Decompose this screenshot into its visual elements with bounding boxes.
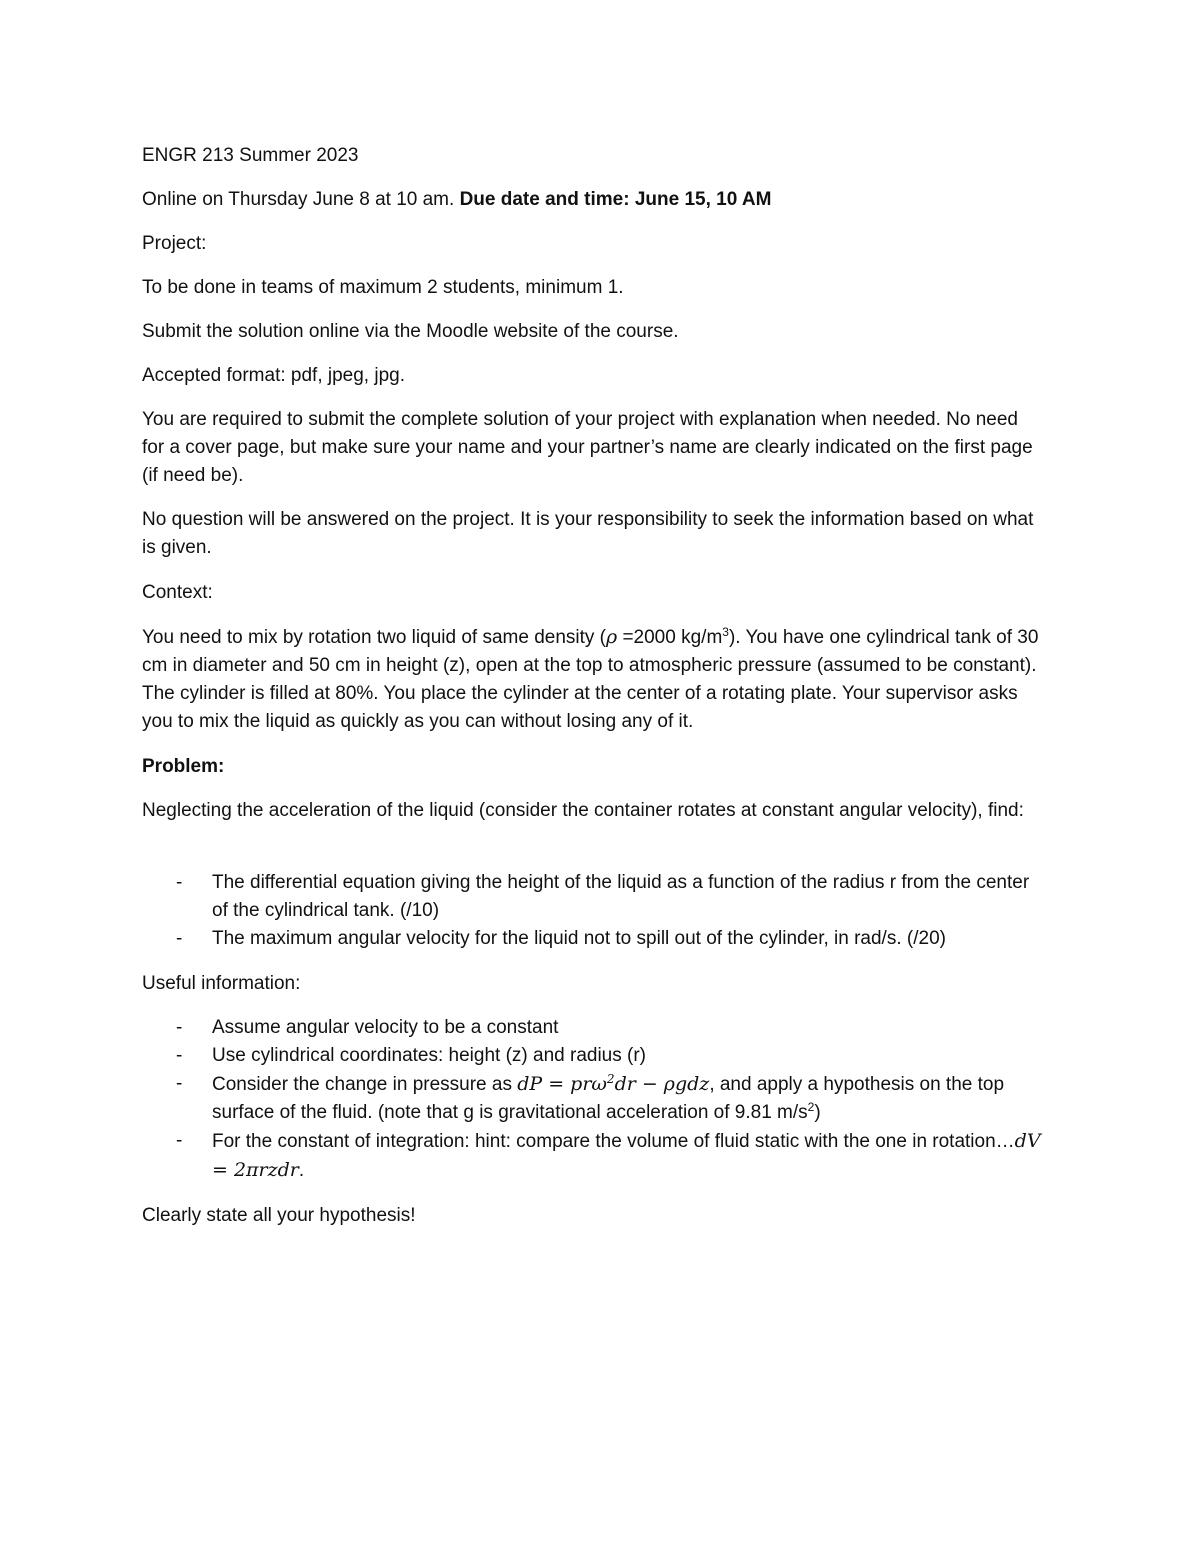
pressure-equation: dP = prω$^2$dr − ρgdz (517, 1072, 710, 1095)
useful-list (142, 1014, 1042, 1185)
rho-symbol: ρ (606, 626, 618, 648)
list-item: - Assume angular velocity to be a constant (176, 1017, 559, 1038)
online-text: Online on Thursday June 8 at 10 am. (142, 189, 460, 210)
due-date: Due date and time: June 15, 10 AM (459, 189, 772, 210)
schedule-line (142, 186, 1042, 214)
list-item: - Consider the change in pressure as dP = prω$^2$dr − ρgdz, and apply a hypothesis on the top surface of the fluid. (note that g is gravitational acceleration of 9.81 $m/s^2$) (176, 1072, 1005, 1123)
list-item: - For the constant of integration: hint: compare the volume of fluid static with the one in rotation…dV = 2πrzdr. (176, 1130, 1041, 1181)
volume-equation: dV = 2πrzdr (212, 1130, 1041, 1181)
no-question-text: No question will be answered on the project. It is your responsibility to seek the information based on what is given. (142, 509, 1034, 558)
format-text: Accepted format: pdf, jpeg, jpg. (142, 365, 405, 386)
useful-label: Useful information: (142, 973, 301, 994)
teams-text: To be done in teams of maximum 2 students, minimum 1. (142, 277, 624, 298)
problem-list (142, 869, 1042, 953)
context-text: You need to mix by rotation two liquid of same density (ρ =2000 $kg/m^3$). You have one cylindrical tank of 30 cm in diameter and 50 cm in height (z), open at the top to atmospheric pressure (assumed to be constant). The cylinder is filled at 80%. You place the cylinder at the center of a rotating plate. Your supervisor asks you to mix the liquid as quickly as you can without losing any of it. (142, 625, 1039, 732)
submit-text: Submit the solution online via the Moodle website of the course. (142, 321, 679, 342)
course-title: ENGR 213 Summer 2023 (142, 145, 359, 166)
project-label: Project: (142, 233, 207, 254)
context-label: Context: (142, 582, 213, 603)
list-item: - The maximum angular velocity for the liquid not to spill out of the cylinder, in rad/s. (/20) (176, 928, 946, 949)
list-item: - Use cylindrical coordinates: height (z) and radius (r) (176, 1045, 647, 1066)
problem-intro: Neglecting the acceleration of the liquid (consider the container rotates at constant angular velocity), find: (142, 800, 1024, 821)
closing-text: Clearly state all your hypothesis! (142, 1205, 416, 1226)
required-text: You are required to submit the complete solution of your project with explanation when needed. No need for a cover page, but make sure your name and your partner’s name are clearly indicated on the first page (if need be). (142, 409, 1033, 486)
list-item: - The differential equation giving the height of the liquid as a function of the radius r from the center of the cylindrical tank. (/10) (176, 872, 1030, 921)
problem-label: Problem: (142, 756, 225, 777)
